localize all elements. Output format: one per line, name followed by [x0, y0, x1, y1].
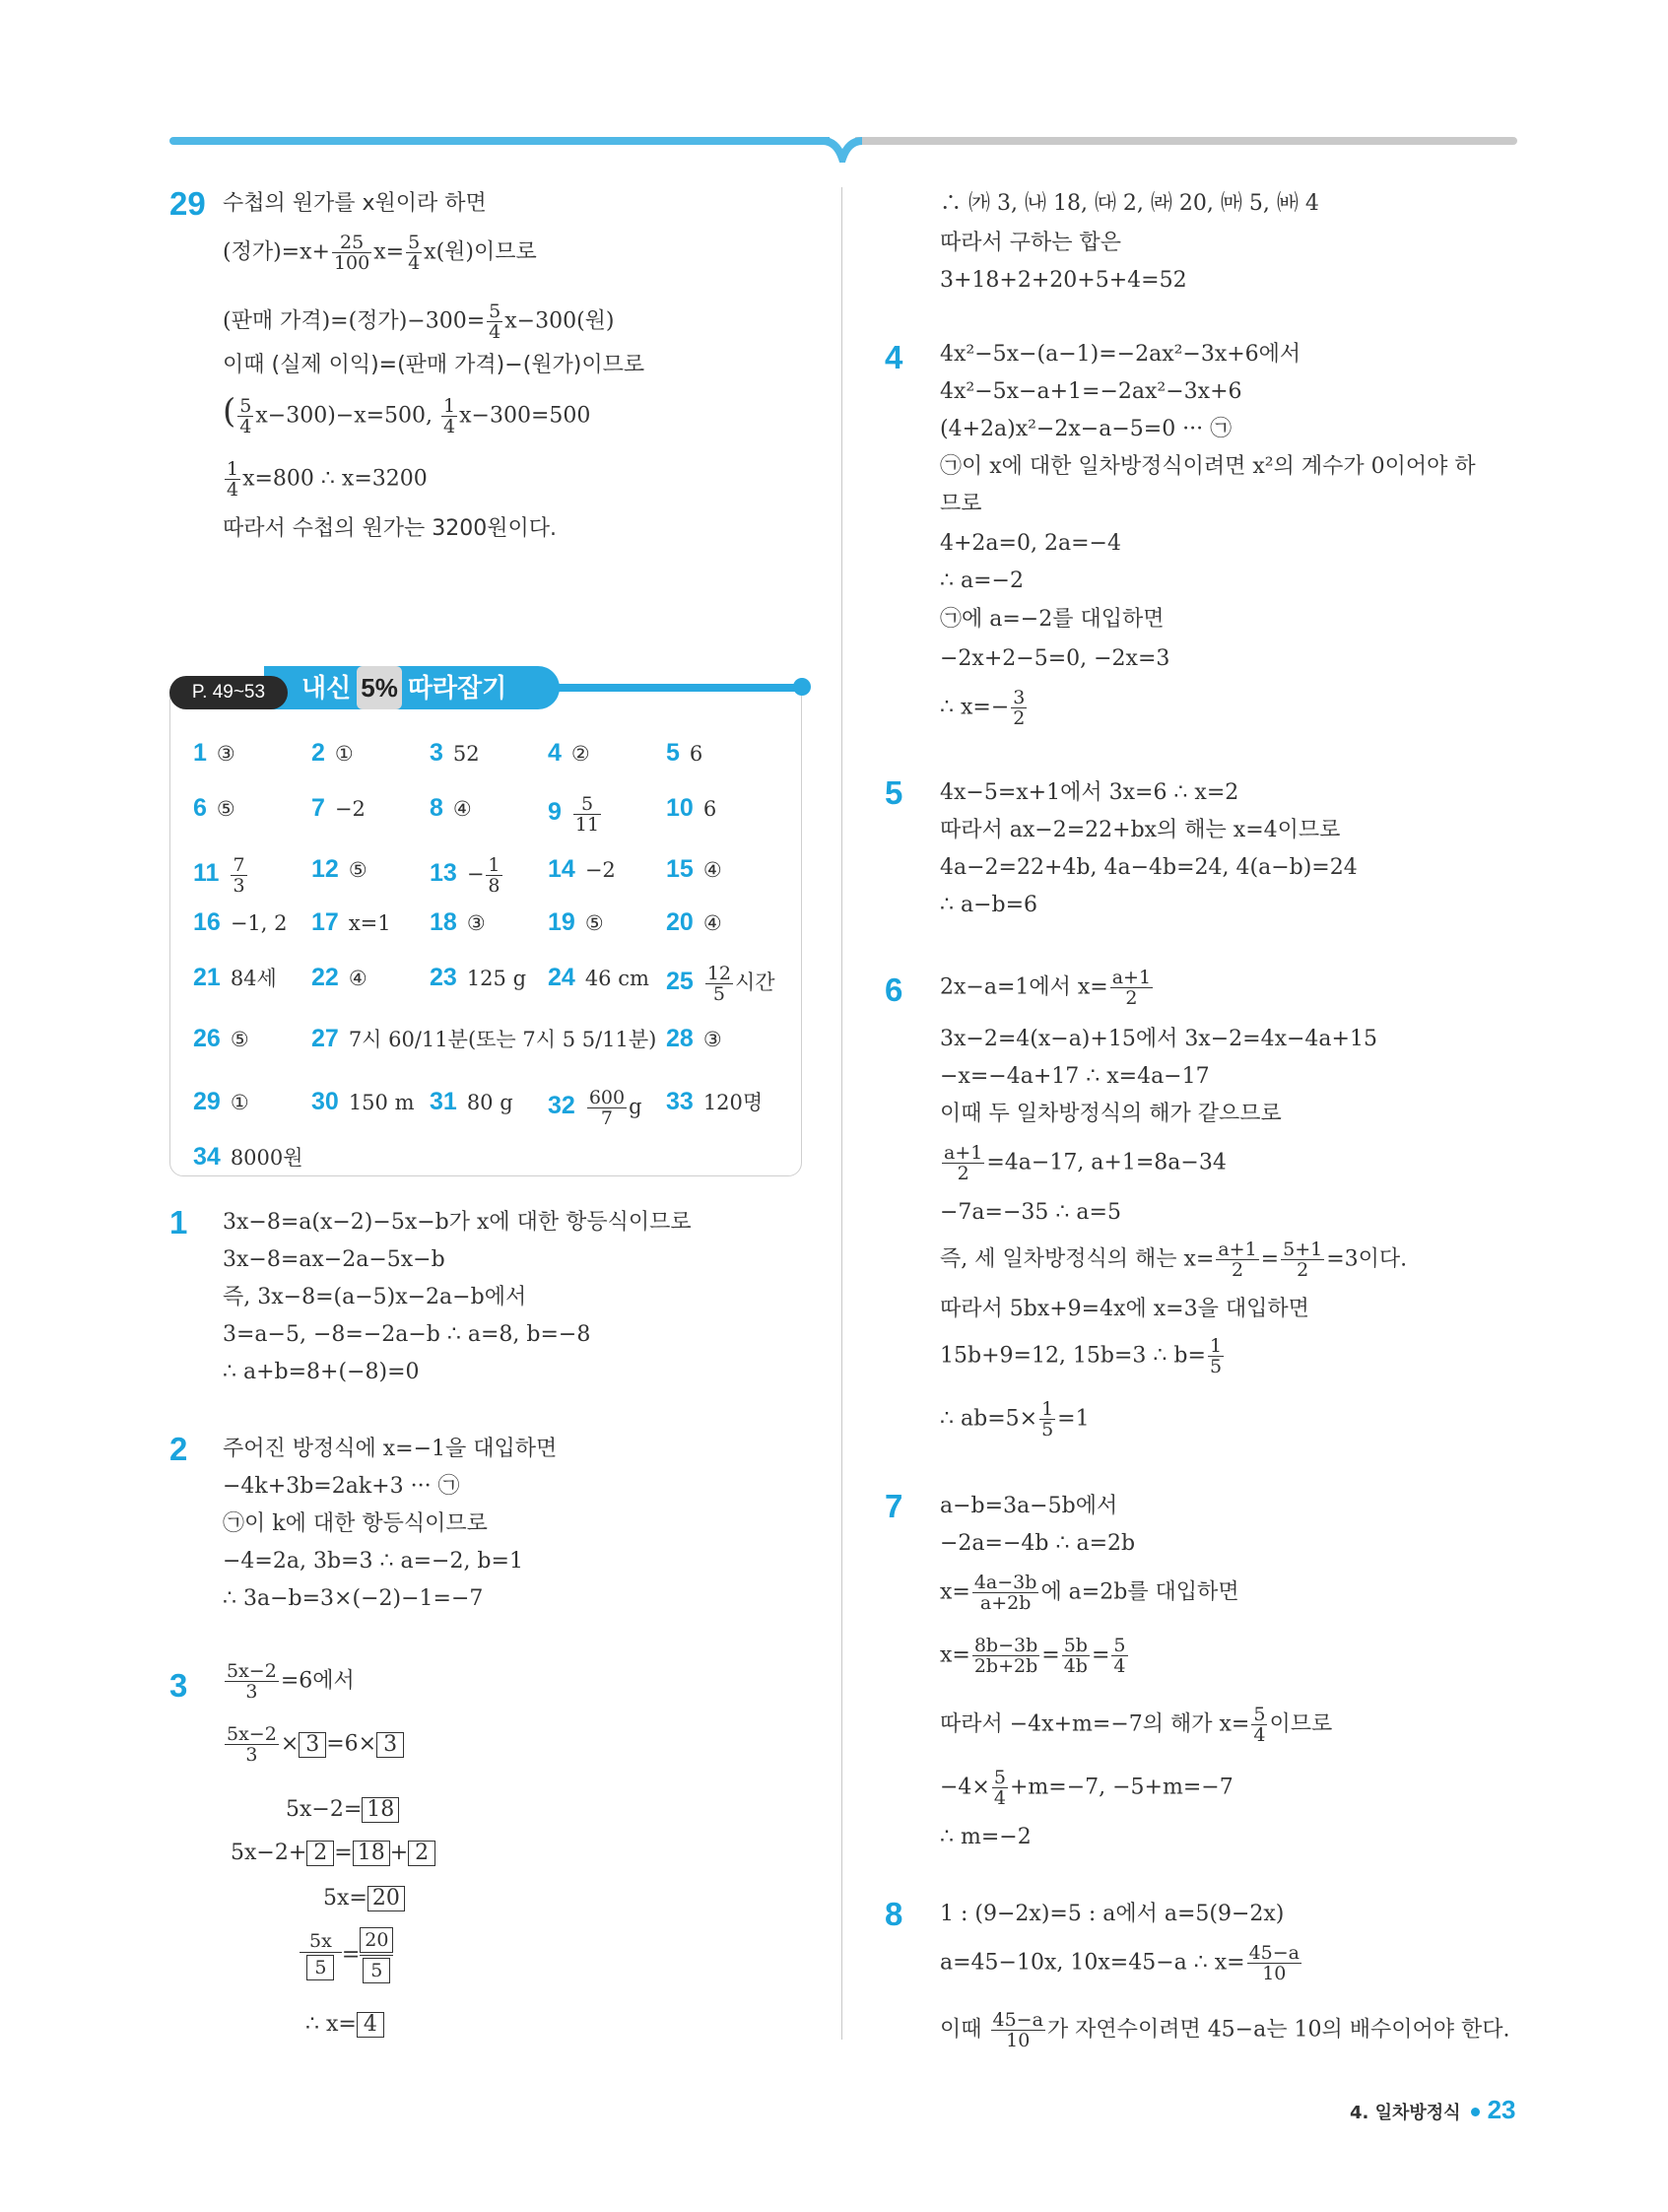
solution-line: ∴ ㈎ 3, ㈏ 18, ㈐ 2, ㈑ 20, ㈒ 5, ㈓ 4 — [940, 191, 1319, 216]
answer-item: 25 $\frac{12}{5}$ 시간 — [666, 963, 775, 1005]
answer-number: 1 — [193, 739, 207, 767]
answer-item — [666, 794, 716, 823]
answer-number: 2 — [311, 739, 325, 767]
problem-number: 8 — [885, 1896, 903, 1932]
page-range-tab: P. 49~53 — [169, 676, 288, 709]
solution-line: $\frac{5x-2}{3}$ × 3 =6× 3 — [223, 1724, 404, 1765]
problem-number: 29 — [169, 185, 206, 222]
answer-number: 19 — [548, 908, 575, 936]
answer-number: 4 — [548, 739, 562, 767]
answer-item — [666, 1025, 722, 1053]
solution-line: ∴ a+b=8+(−8)=0 — [223, 1360, 420, 1384]
answer-value: ③ — [702, 1028, 722, 1051]
answer-item — [548, 908, 604, 937]
answer-value: ⑤ — [348, 858, 367, 882]
answer-item — [311, 964, 367, 992]
banner-rail — [552, 684, 803, 692]
answer-item — [193, 794, 235, 823]
answer-number: 17 — [311, 908, 339, 936]
answer-number: 11 — [193, 859, 220, 887]
answer-value: 52 — [452, 742, 480, 766]
answer-item — [193, 908, 287, 937]
answer-number: 28 — [666, 1025, 694, 1052]
solution-line: $\frac{5x-2}{3}$ =6에서 — [227, 1660, 355, 1703]
answer-number: 29 — [193, 1088, 221, 1115]
problem-number: 3 — [169, 1667, 188, 1704]
answer-item — [430, 794, 472, 823]
banner-dot — [793, 678, 811, 696]
answer-number: 12 — [311, 855, 339, 883]
solution-line: 4x²−5x−a+1=−2ax²−3x+6 — [940, 379, 1242, 404]
answer-value: 80 g — [466, 1091, 513, 1114]
top-bar-left — [169, 137, 830, 145]
answer-item — [666, 1088, 763, 1116]
answer-number: 8 — [430, 794, 443, 822]
problem-number: 2 — [169, 1431, 188, 1467]
answer-number: 24 — [548, 964, 575, 991]
answer-item — [430, 1088, 513, 1116]
solution-line: 즉, 세 일차방정식의 해는 x= $\frac{a+1}{2}$ = $\frac{5+1}{2}$ =3이다. — [940, 1239, 1408, 1281]
solution-line: 3x−8=ax−2a−5x−b — [223, 1247, 445, 1272]
answer-value: ④ — [348, 967, 367, 990]
solution-line: ∴ a=−2 — [940, 569, 1024, 593]
solution-line: 5x−2+ 2 = 18 + 2 — [231, 1839, 435, 1868]
solution-line: (4+2a)x²−2x−a−5=0 ··· ㉠ — [940, 417, 1233, 441]
answer-number: 27 — [311, 1025, 339, 1052]
answer-value: ④ — [702, 858, 722, 882]
answer-number: 25 — [666, 968, 694, 995]
answer-item — [430, 908, 486, 937]
solution-line: 3=a−5, −8=−2a−b ∴ a=8, b=−8 — [223, 1322, 591, 1347]
solution-line: (정가)=x+ $\frac{25}{100}$ x= $\frac{5}{4}$ x(원)이므로 — [223, 232, 537, 274]
answer-value: 6 — [689, 742, 703, 766]
solution-line: 이때 $\frac{45-a}{10}$ 가 자연수이려면 45−a는 10의 배수이어야 한다. — [940, 2009, 1510, 2051]
solution-line: 3x−2=4(x−a)+15에서 3x−2=4x−4a+15 — [940, 1027, 1377, 1051]
answer-value: ⑤ — [584, 911, 604, 935]
solution-line: a=45−10x, 10x=45−a ∴ x= $\frac{45-a}{10}$ — [940, 1942, 1301, 1984]
solution-line: −2x+2−5=0, −2x=3 — [940, 646, 1170, 671]
solution-line: a−b=3a−5b에서 — [940, 1494, 1118, 1518]
answer-value: 46 cm — [584, 967, 649, 990]
solution-line: x= $\frac{4a-3b}{a+2b}$ 에 a=2b를 대입하면 — [940, 1572, 1239, 1614]
solution-line: 이때 두 일차방정식의 해가 같으므로 — [940, 1102, 1282, 1126]
answer-item — [666, 855, 722, 884]
answer-number: 21 — [193, 964, 221, 991]
solution-line: ∴ 3a−b=3×(−2)−1=−7 — [223, 1586, 484, 1611]
problem-number: 7 — [885, 1488, 903, 1524]
solution-line: $\frac{1}{4}$ x=800 ∴ x=3200 — [227, 458, 428, 501]
answer-value: ④ — [702, 911, 722, 935]
answer-value: 6 — [702, 797, 717, 821]
answer-value: ⑤ — [230, 1028, 249, 1051]
solution-line: 이때 (실제 이익)=(판매 가격)−(원가)이므로 — [223, 353, 645, 377]
answer-value: −1, 2 — [230, 911, 288, 935]
solution-line: 따라서 구하는 합은 — [940, 231, 1122, 255]
chapter-title: 4. 일차방정식 — [1350, 2103, 1461, 2123]
answer-item — [311, 1025, 656, 1053]
answer-item: 11 $\frac{7}{3}$ — [193, 854, 245, 897]
answer-item — [430, 964, 526, 992]
answer-number: 9 — [548, 798, 562, 826]
answer-item — [666, 739, 702, 768]
answer-item — [548, 855, 616, 884]
answer-value: 84세 — [230, 967, 277, 990]
answer-value: ② — [570, 742, 590, 766]
answer-number: 10 — [666, 794, 694, 822]
solution-line: −4=2a, 3b=3 ∴ a=−2, b=1 — [223, 1549, 523, 1574]
solution-line: 3x−8=a(x−2)−5x−b가 x에 대한 항등식이므로 — [223, 1210, 692, 1235]
answer-item — [193, 964, 277, 992]
problem-number: 1 — [169, 1204, 188, 1240]
answer-value: ① — [230, 1091, 249, 1114]
answer-number: 33 — [666, 1088, 694, 1115]
answer-item — [311, 908, 391, 937]
solution-line: ∴ ab=5× $\frac{1}{5}$ =1 — [940, 1398, 1090, 1441]
problem-number: 6 — [885, 972, 903, 1008]
page-number: 23 — [1487, 2095, 1516, 2124]
answer-number: 16 — [193, 908, 221, 936]
solution-line: ( $\frac{5}{4}$ x−300)−x=500, $\frac{1}{4}$ x−300=500 — [223, 391, 591, 437]
solution-line: −4× $\frac{5}{4}$ +m=−7, −5+m=−7 — [940, 1767, 1234, 1809]
solution-line: ㉠이 x에 대한 일차방정식이려면 x²의 계수가 0이어야 하 — [940, 454, 1476, 479]
solution-line: ∴ x=− $\frac{3}{2}$ — [940, 687, 1026, 729]
answer-number: 26 — [193, 1025, 221, 1052]
answer-number: 30 — [311, 1088, 339, 1115]
answer-value: x=1 — [348, 911, 391, 935]
answer-item: 32 $\frac{600}{7}$ g — [548, 1087, 642, 1129]
answer-value: ① — [334, 742, 354, 766]
solution-line: 5x= 20 — [323, 1884, 405, 1913]
solution-line: 1 : (9−2x)=5 : a에서 a=5(9−2x) — [940, 1902, 1285, 1926]
answer-item — [311, 1088, 414, 1116]
answer-item — [311, 794, 366, 823]
answer-item — [548, 739, 590, 768]
solution-line: ㉠에 a=−2를 대입하면 — [940, 607, 1165, 632]
solution-line: ∴ m=−2 — [940, 1825, 1032, 1849]
top-bar-right — [855, 137, 1517, 145]
answer-number: 31 — [430, 1088, 457, 1115]
percent-badge: 5% — [357, 666, 402, 709]
problem-number: 4 — [885, 339, 903, 375]
solution-line: $\frac{5x}{5}$ = $\frac{20}{5}$ — [300, 1927, 393, 1983]
answer-number: 6 — [193, 794, 207, 822]
solution-line: 따라서 ax−2=22+bx의 해는 x=4이므로 — [940, 818, 1341, 842]
answer-item — [666, 908, 722, 937]
column-divider — [841, 187, 842, 2040]
answer-number: 20 — [666, 908, 694, 936]
page-footer — [1350, 2095, 1516, 2125]
solution-line: −7a=−35 ∴ a=5 — [940, 1200, 1121, 1225]
solution-line: 므로 — [940, 492, 982, 516]
solution-line: 4x−5=x+1에서 3x=6 ∴ x=2 — [940, 780, 1239, 805]
answer-item — [548, 964, 649, 992]
answer-item — [193, 1143, 303, 1172]
solution-line: 주어진 방정식에 x=−1을 대입하면 — [223, 1437, 558, 1461]
solution-line: (판매 가격)=(정가)−300= $\frac{5}{4}$ x−300(원) — [223, 301, 615, 343]
solution-line: x= $\frac{8b-3b}{2b+2b}$ = $\frac{5b}{4b}$ = $\frac{5}{4}$ — [940, 1635, 1126, 1677]
solution-line: ∴ x= 4 — [305, 2010, 384, 2040]
solution-line: 15b+9=12, 15b=3 ∴ b= $\frac{1}{5}$ — [940, 1335, 1223, 1377]
answer-number: 5 — [666, 739, 680, 767]
answer-number: 18 — [430, 908, 457, 936]
answer-value: 120명 — [702, 1091, 764, 1114]
answer-banner: 내신 5% 따라잡기 — [264, 666, 560, 709]
answer-item — [193, 739, 235, 768]
top-bar-notch — [823, 137, 862, 163]
problem-number: 5 — [885, 774, 903, 811]
solution-line: 따라서 5bx+9=4x에 x=3을 대입하면 — [940, 1297, 1309, 1321]
answer-number: 7 — [311, 794, 325, 822]
answer-value: ③ — [216, 742, 235, 766]
answer-number: 34 — [193, 1143, 221, 1171]
answer-item — [430, 739, 480, 768]
solution-line: −2a=−4b ∴ a=2b — [940, 1531, 1136, 1556]
answer-item — [311, 739, 354, 768]
solution-line: −4k+3b=2ak+3 ··· ㉠ — [223, 1474, 460, 1499]
answer-value: ④ — [452, 797, 472, 821]
answer-value: 125 g — [466, 967, 527, 990]
solution-line: ㉠이 k에 대한 항등식이므로 — [223, 1511, 488, 1536]
solution-line: 즉, 3x−8=(a−5)x−2a−b에서 — [223, 1285, 527, 1309]
answer-item: 9 $\frac{5}{11}$ — [548, 793, 600, 836]
solution-line: 따라서 수첩의 원가는 3200원이다. — [223, 516, 557, 541]
answer-value: −2 — [334, 797, 366, 821]
answer-number: 23 — [430, 964, 457, 991]
answer-value: 7시 60/11분(또는 7시 5 5/11분) — [348, 1028, 657, 1051]
answer-number: 32 — [548, 1092, 575, 1119]
solution-line: $\frac{a+1}{2}$ =4a−17, a+1=8a−34 — [944, 1142, 1227, 1184]
answer-number: 13 — [430, 859, 457, 887]
answer-item: 13 − $\frac{1}{8}$ — [430, 854, 500, 897]
solution-line: 4a−2=22+4b, 4a−4b=24, 4(a−b)=24 — [940, 855, 1358, 880]
answer-value: ③ — [466, 911, 486, 935]
solution-line: 4x²−5x−(a−1)=−2ax²−3x+6에서 — [940, 342, 1301, 367]
answer-item — [193, 1025, 249, 1053]
solution-line: 2x−a=1에서 x= $\frac{a+1}{2}$ — [940, 967, 1152, 1009]
answer-number: 22 — [311, 964, 339, 991]
answer-value: ⑤ — [216, 797, 235, 821]
footer-dot — [1471, 2108, 1480, 2116]
solution-line: ∴ a−b=6 — [940, 893, 1038, 917]
solution-line: −x=−4a+17 ∴ x=4a−17 — [940, 1064, 1210, 1089]
answer-value: 150 m — [348, 1091, 415, 1114]
solution-line: 4+2a=0, 2a=−4 — [940, 531, 1121, 556]
solution-line: 5x−2= 18 — [286, 1795, 399, 1825]
solution-line: 따라서 −4x+m=−7의 해가 x= $\frac{5}{4}$ 이므로 — [940, 1704, 1333, 1746]
answer-number: 3 — [430, 739, 443, 767]
answer-item — [193, 1088, 249, 1116]
answer-value: −2 — [584, 858, 616, 882]
answer-value: 8000원 — [230, 1146, 303, 1170]
answer-number: 14 — [548, 855, 575, 883]
answer-item — [311, 855, 367, 884]
solution-line: 수첩의 원가를 x원이라 하면 — [223, 191, 487, 216]
answer-number: 15 — [666, 855, 694, 883]
solution-line: 3+18+2+20+5+4=52 — [940, 268, 1187, 293]
